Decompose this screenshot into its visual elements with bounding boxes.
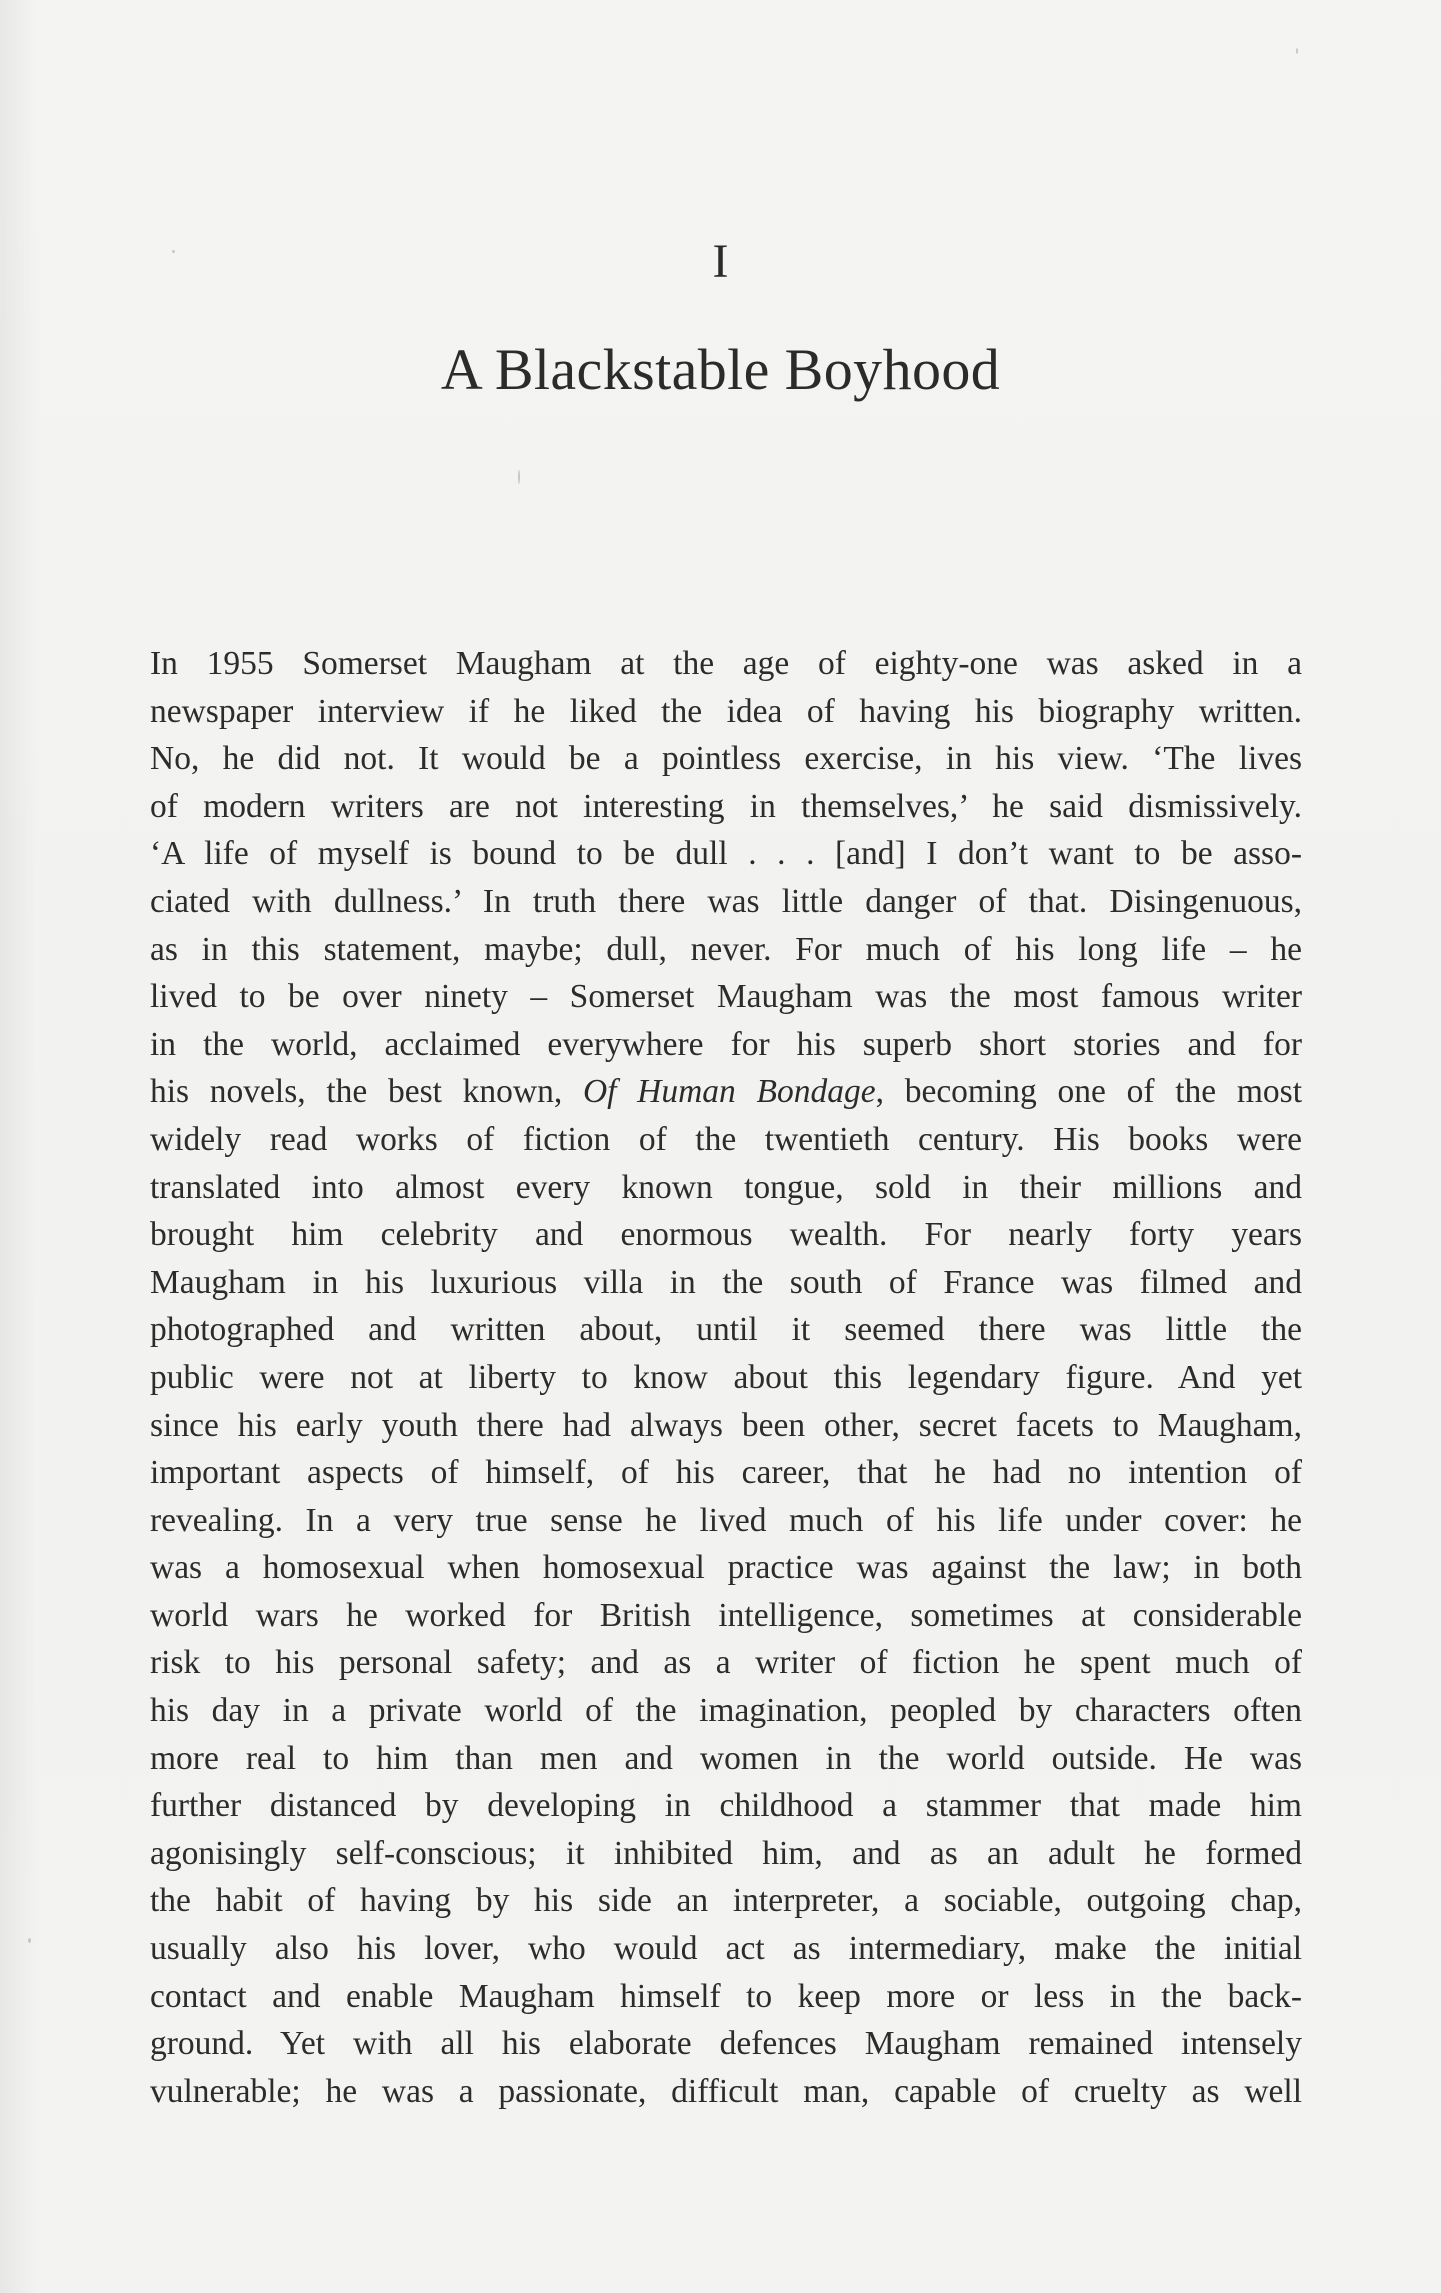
text-line: contact and enable Maugham himself to keep more or less in the back-	[150, 1977, 1302, 2015]
text-line: more real to him than men and women in the world outside. He was	[150, 1739, 1302, 1777]
paper-speck	[172, 250, 175, 253]
text-line: lived to be over ninety – Somerset Maugham was the most famous writer	[150, 978, 1302, 1016]
text-line: agonisingly self-conscious; it inhibited him, and as an adult he formed	[150, 1834, 1302, 1872]
body-text	[150, 640, 1302, 2115]
text-line: since his early youth there had always been other, secret facets to Maugham,	[150, 1406, 1302, 1444]
text-segment: his novels, the best known,	[150, 1073, 583, 1111]
text-line: as in this statement, maybe; dull, never. For much of his long life – he	[150, 930, 1302, 968]
text-line-with-book-title	[150, 1068, 1302, 1116]
text-line: in the world, acclaimed everywhere for his superb short stories and for	[150, 1025, 1302, 1063]
text-line: his day in a private world of the imagination, peopled by characters often	[150, 1692, 1302, 1730]
text-line: further distanced by developing in childhood a stammer that made him	[150, 1787, 1302, 1825]
text-line: of modern writers are not interesting in themselves,’ he said dismissively.	[150, 787, 1302, 825]
paper-speck	[518, 470, 520, 484]
text-line: In 1955 Somerset Maugham at the age of eighty-one was asked in a	[150, 645, 1302, 682]
text-line: public were not at liberty to know about this legendary figure. And yet	[150, 1358, 1302, 1396]
text-line: risk to his personal safety; and as a writer of fiction he spent much of	[150, 1644, 1302, 1682]
paper-speck	[28, 1938, 31, 1943]
text-line: ‘A life of myself is bound to be dull . . . [and] I don’t want to be asso-	[150, 835, 1302, 873]
book-title-italic: Of Human Bondage	[582, 1073, 876, 1111]
text-line: ground. Yet with all his elaborate defences Maugham remained intensely	[150, 2025, 1302, 2063]
text-line: world wars he worked for British intelligence, sometimes at considerable	[150, 1596, 1302, 1634]
text-line: important aspects of himself, of his career, that he had no intention of	[150, 1454, 1302, 1492]
text-line: vulnerable; he was a passionate, difficult man, capable of cruelty as well	[150, 2072, 1302, 2110]
text-line: ciated with dullness.’ In truth there was little danger of that. Disingenuous,	[150, 882, 1302, 920]
text-line: translated into almost every known tongue, sold in their millions and	[150, 1168, 1302, 1206]
text-line: photographed and written about, until it seemed there was little the	[150, 1311, 1302, 1349]
text-line: usually also his lover, who would act as intermediary, make the initial	[150, 1930, 1302, 1968]
chapter-title: A Blackstable Boyhood	[440, 337, 1001, 402]
text-line: No, he did not. It would be a pointless exercise, in his view. ‘The lives	[150, 740, 1302, 778]
text-line: newspaper interview if he liked the idea of having his biography written.	[150, 692, 1302, 730]
text-line: widely read works of fiction of the twentieth century. His books were	[150, 1120, 1302, 1158]
text-line: revealing. In a very true sense he lived much of his life under cover: he	[150, 1501, 1302, 1539]
text-line: was a homosexual when homosexual practice was against the law; in both	[150, 1549, 1302, 1587]
text-line: brought him celebrity and enormous wealth. For nearly forty years	[150, 1216, 1302, 1254]
chapter-number: I	[712, 235, 729, 288]
text-line: the habit of having by his side an interpreter, a sociable, outgoing chap,	[150, 1882, 1302, 1920]
text-segment: , becoming one of the most	[875, 1073, 1302, 1111]
text-line: Maugham in his luxurious villa in the south of France was filmed and	[150, 1263, 1302, 1301]
paper-speck	[1296, 48, 1298, 54]
